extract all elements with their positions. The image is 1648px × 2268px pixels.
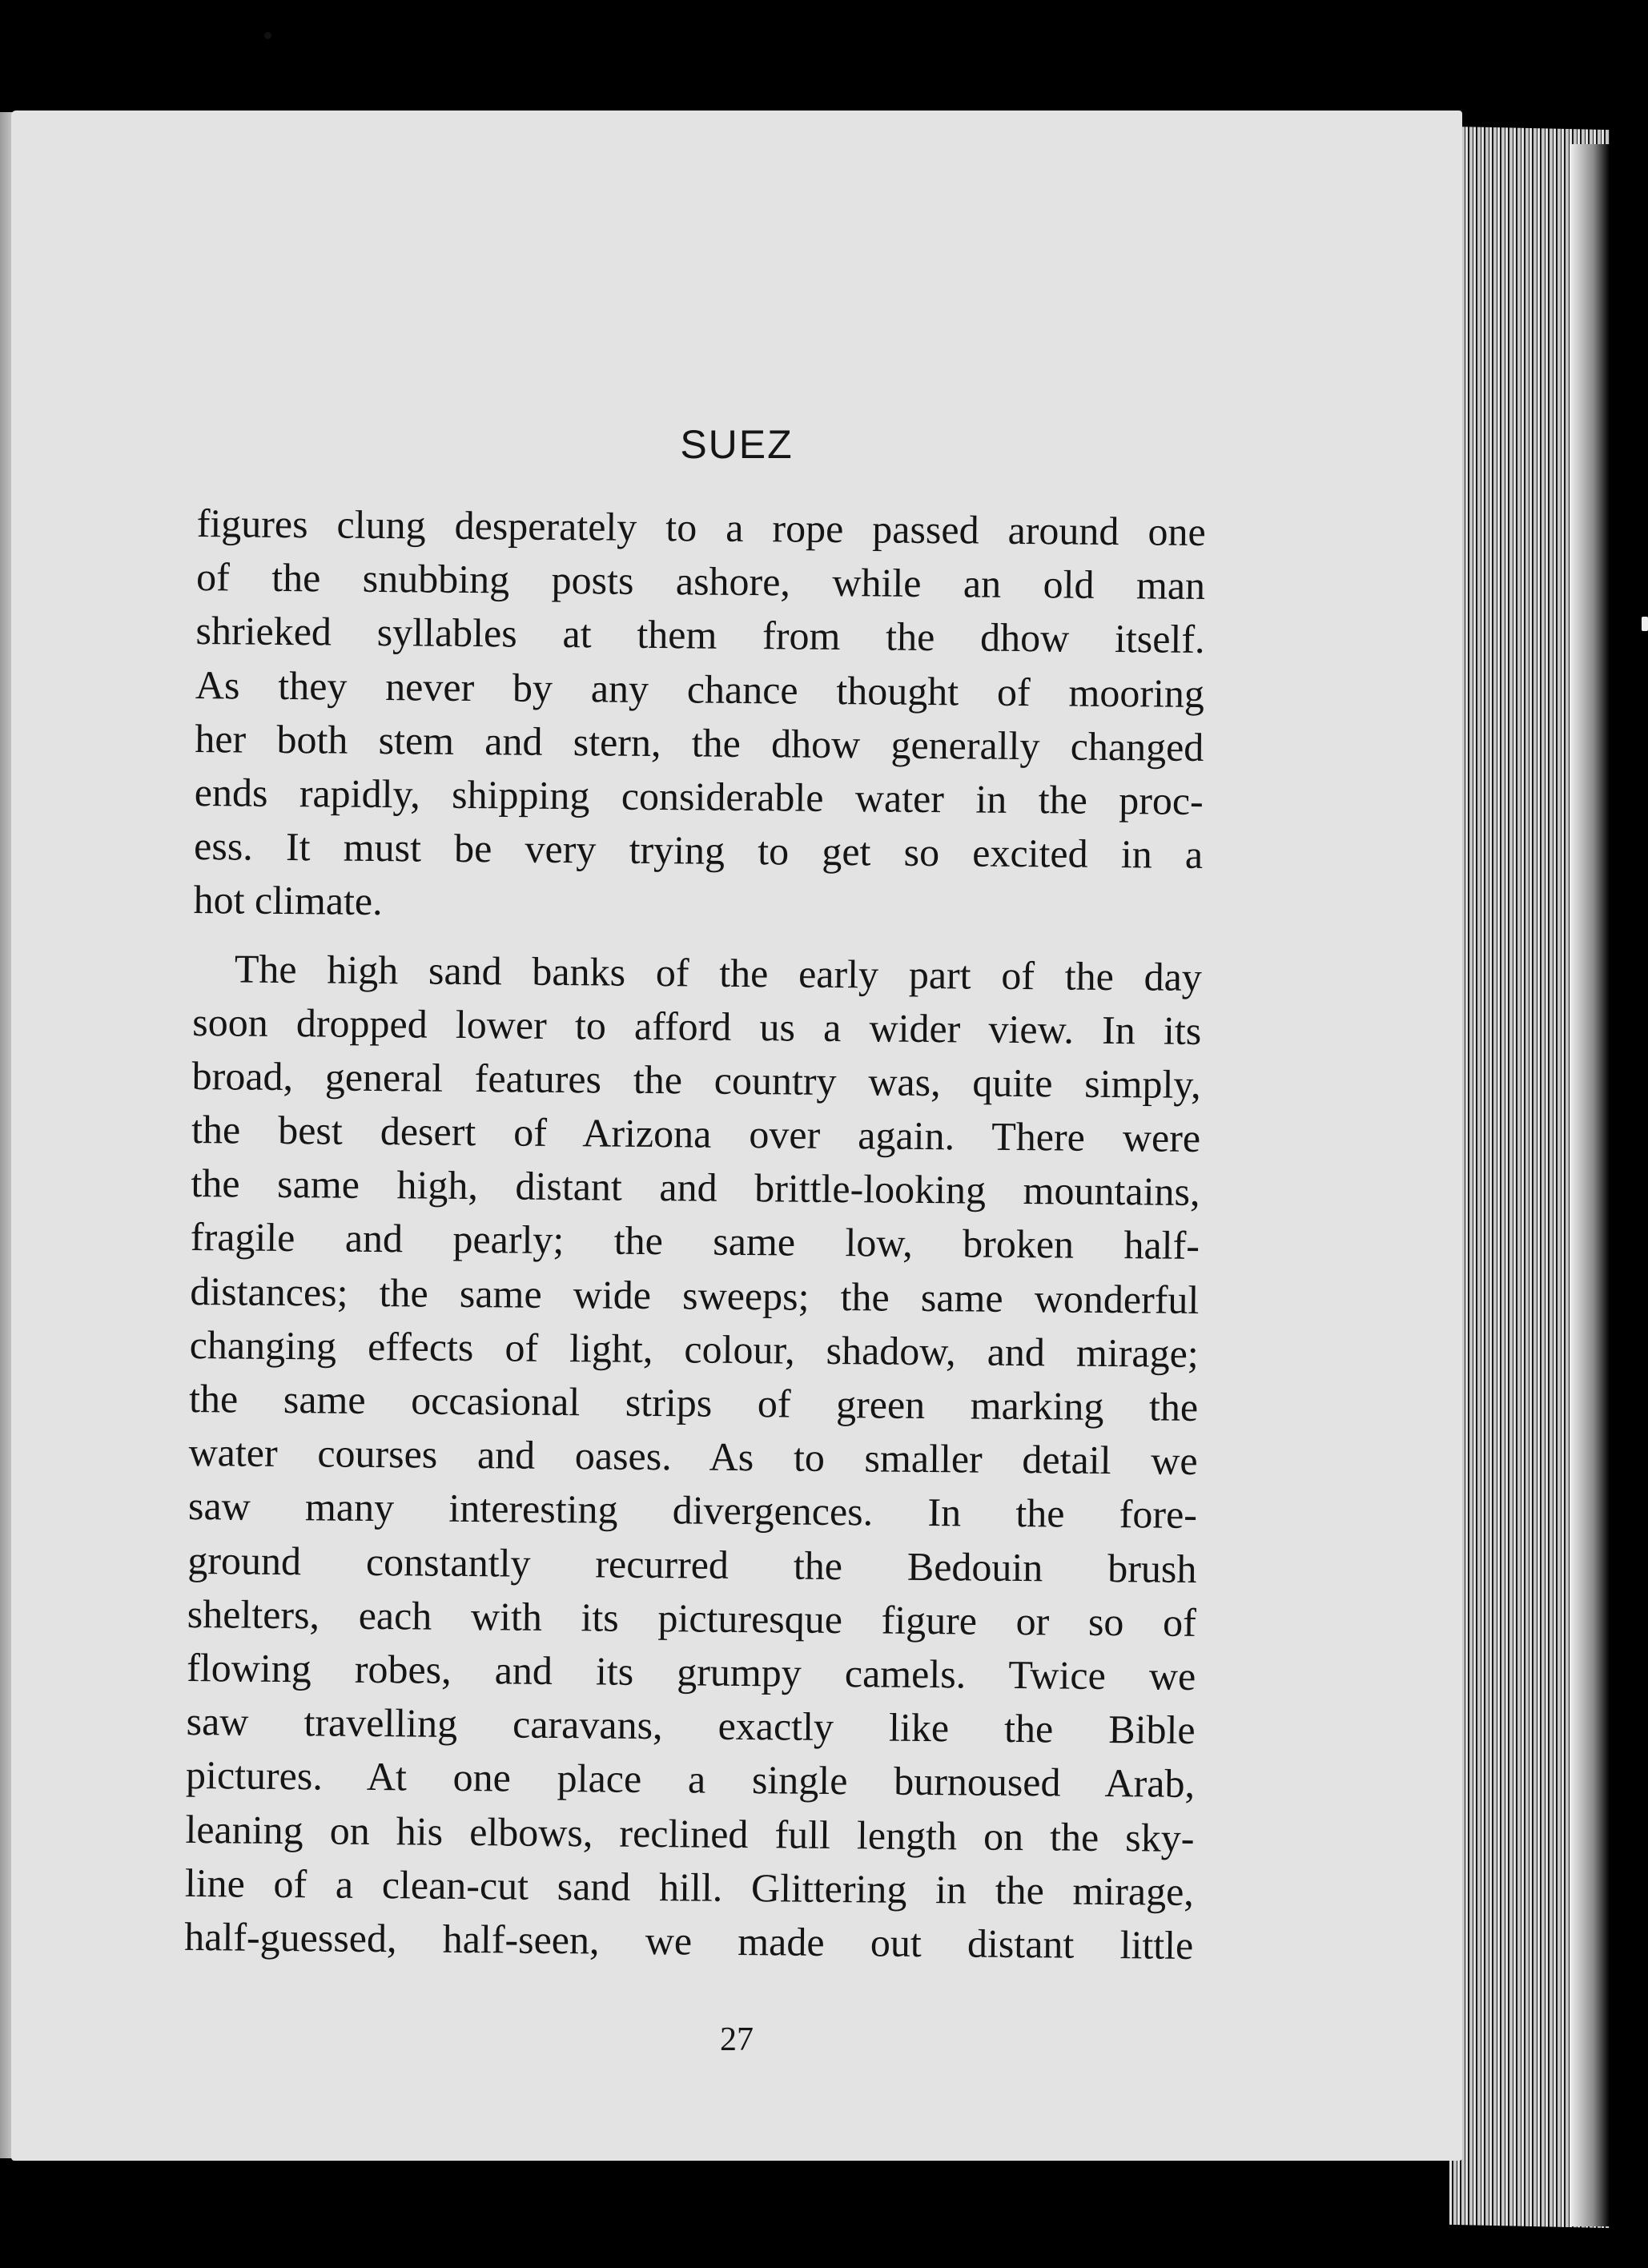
text-line: ess. It must be very trying to get so excited in a xyxy=(193,823,1204,878)
book-edge-shadow xyxy=(1570,144,1610,2226)
text-line: pictures. At one place a single burnoused Arab, xyxy=(185,1752,1196,1807)
text-line: broad, general features the country was, quite simply, xyxy=(191,1052,1201,1107)
text-line: changing effects of light, colour, shadow, and mirage; xyxy=(189,1321,1199,1376)
text-line: half-guessed, half-seen, we made out distant little xyxy=(184,1913,1194,1968)
dust-speck xyxy=(1642,617,1648,631)
page-surface xyxy=(11,111,1462,2161)
text-line: shelters, each with its picturesque figure or so of xyxy=(187,1590,1197,1645)
paragraph xyxy=(193,497,1206,935)
text-line: line of a clean-cut sand hill. Glittering in the mirage, xyxy=(184,1860,1195,1914)
text-line: ends rapidly, shipping considerable water in the proc- xyxy=(194,769,1204,823)
text-line: As they never by any chance thought of mooring xyxy=(195,662,1205,716)
text-line: ground constantly recurred the Bedouin brush xyxy=(187,1537,1197,1591)
text-line: hot climate. xyxy=(193,877,383,924)
text-line: saw travelling caravans, exactly like the Bible xyxy=(186,1699,1196,1753)
text-line: the same occasional strips of green marking the xyxy=(188,1375,1199,1430)
text-line: flowing robes, and its grumpy camels. Twice we xyxy=(186,1644,1196,1699)
text-line: leaning on his elbows, reclined full length on the sky- xyxy=(185,1806,1195,1860)
text-line: figures clung desperately to a rope passed around one xyxy=(196,500,1206,554)
paragraph xyxy=(184,941,1202,1972)
text-line: the same high, distant and brittle-looking mountains, xyxy=(191,1160,1200,1215)
text-line: the best desert of Arizona over again. There were xyxy=(191,1107,1201,1161)
text-line: The high sand banks of the early part of the day xyxy=(234,945,1203,999)
running-head: SUEZ xyxy=(680,422,794,467)
text-line: saw many interesting divergences. In the fore- xyxy=(187,1483,1198,1538)
text-line: of the snubbing posts ashore, while an old man xyxy=(195,554,1206,609)
text-line: shrieked syllables at them from the dhow itself. xyxy=(195,608,1205,662)
text-line: distances; the same wide sweeps; the same wonderful xyxy=(190,1268,1200,1322)
text-line: soon dropped lower to afford us a wider view. In its xyxy=(192,999,1202,1053)
dust-speck xyxy=(264,32,271,39)
body-text xyxy=(184,497,1206,1972)
text-line: water courses and oases. As to smaller detail we xyxy=(188,1430,1198,1484)
text-line: her both stem and stern, the dhow generally changed xyxy=(195,715,1204,770)
page-number: 27 xyxy=(720,2021,754,2058)
text-line: fragile and pearly; the same low, broken half- xyxy=(190,1214,1200,1269)
